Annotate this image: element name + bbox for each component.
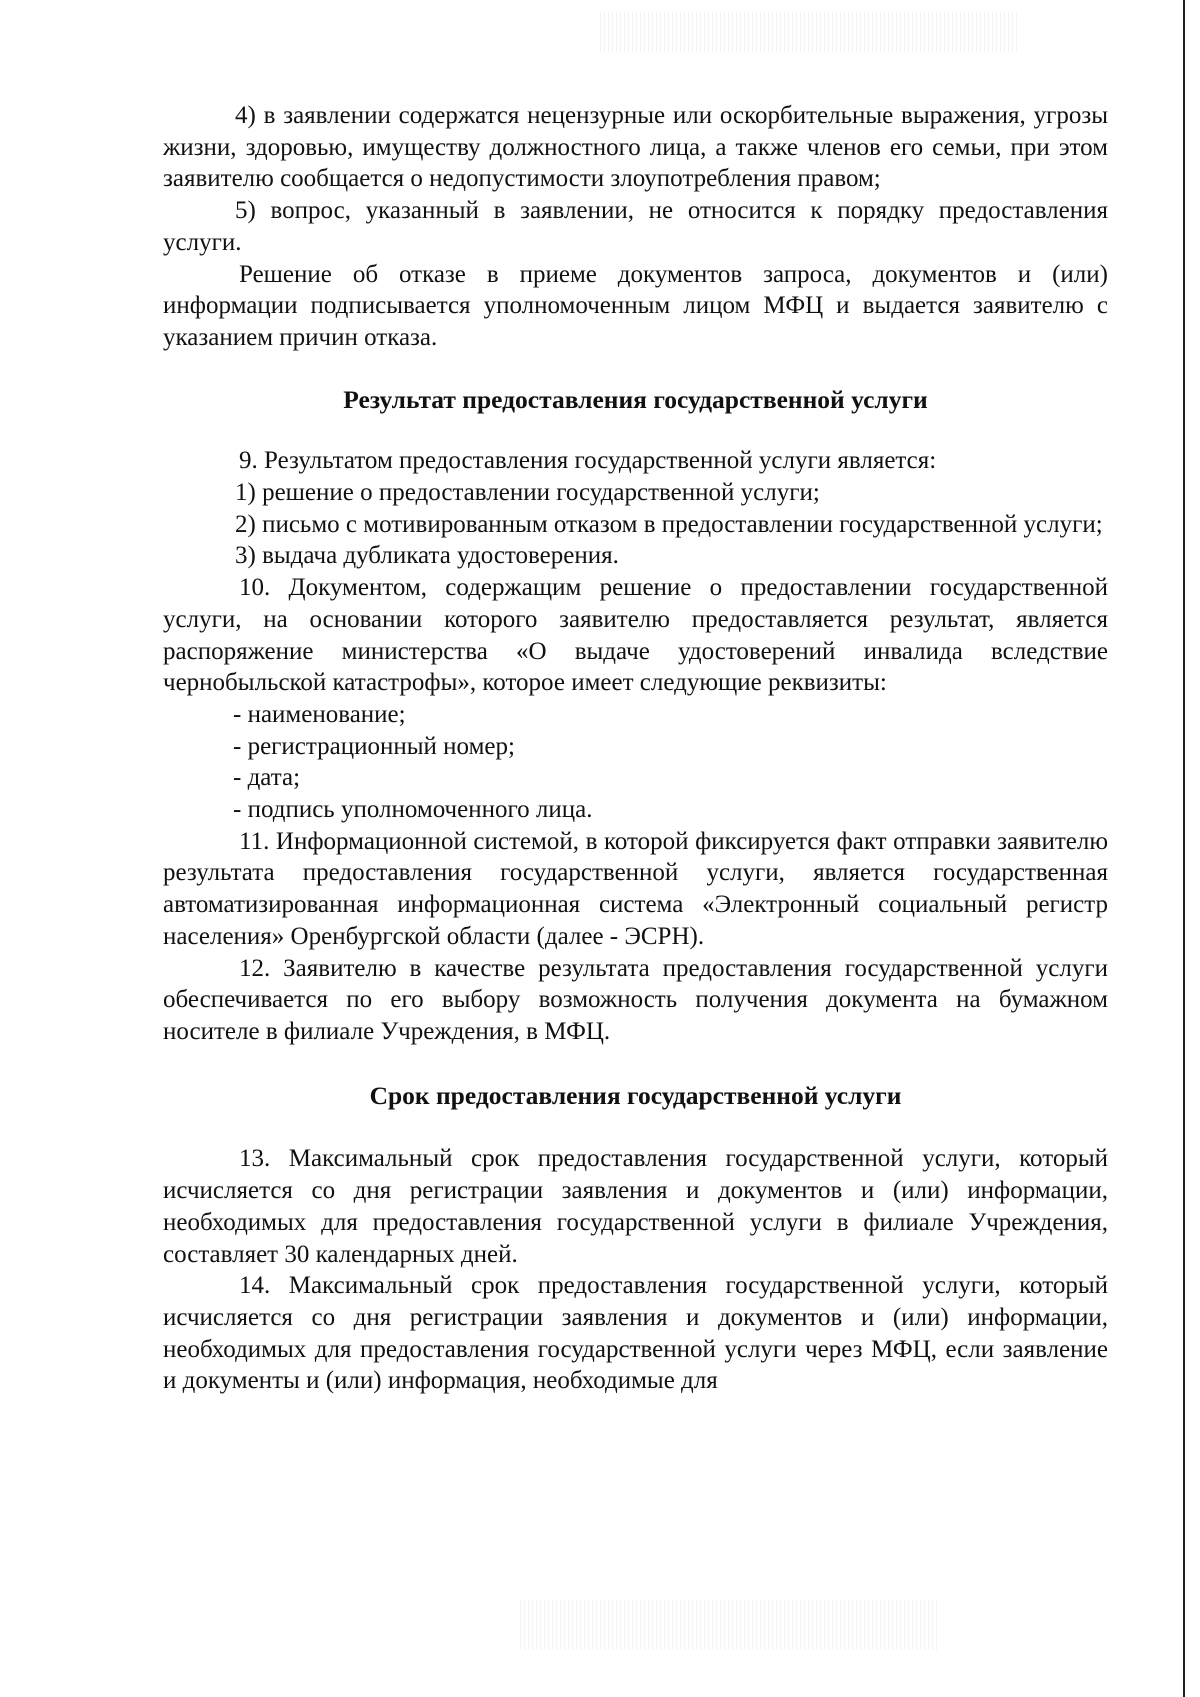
spacer — [163, 354, 1108, 384]
scan-border-right — [1183, 0, 1185, 1697]
result-item-1: 1) решение о предоставлении государственной услуги; — [235, 479, 820, 507]
paragraph-13: 13. Максимальный срок предоставления государственной услуги, который исчисляется со дня регистрации заявления и документов и (или) информации, необходимых для предоставления государственной услуги в филиале Учреждения, составляет 30 календарных дней. — [163, 1145, 1108, 1268]
spacer — [163, 1111, 1108, 1143]
result-item-2: 2) письмо с мотивированным отказом в предоставлении государственной услуги; — [235, 510, 1103, 538]
requisite-reg-number: - регистрационный номер; — [233, 732, 515, 760]
section-heading-result: Результат предоставления государственной услуги — [343, 384, 928, 414]
paragraph-11: 11. Информационной системой, в которой фиксируется факт отправки заявителю результата предоставления государственной услуги, является государственная автоматизированная информационная система «Электронный социальный регистр населения» Оренбургской области (далее - ЭСРН). — [163, 827, 1108, 950]
scan-noise-top — [600, 12, 1020, 52]
requisite-date: - дата; — [233, 764, 301, 792]
spacer — [163, 1048, 1108, 1080]
intro-item-4: 4) в заявлении содержатся нецензурные или оскорбительные выражения, угрозы жизни, здоровью, имуществу должностного лица, а также членов его семьи, при этом заявителю сообщается о недопустимости злоупотребления правом; — [163, 102, 1108, 193]
spacer — [163, 415, 1108, 445]
requisite-name: - наименование; — [233, 700, 406, 728]
paragraph-9: 9. Результатом предоставления государственной услуги является: — [239, 447, 937, 475]
paragraph-14: 14. Максимальный срок предоставления государственной услуги, который исчисляется со дня регистрации заявления и документов и (или) информации, необходимых для предоставления государственной услуги через МФЦ, если заявление и документы и (или) информация, необходимые для — [163, 1272, 1108, 1395]
refusal-paragraph: Решение об отказе в приеме документов запроса, документов и (или) информации подписывается уполномоченным лицом МФЦ и выдается заявителю с указанием причин отказа. — [163, 260, 1108, 351]
result-item-3: 3) выдача дубликата удостоверения. — [235, 542, 619, 570]
paragraph-12: 12. Заявителю в качестве результата предоставления государственной услуги обеспечивается по его выбору возможность получения документа на бумажном носителе в филиале Учреждения, в МФЦ. — [163, 954, 1108, 1045]
paragraph-10: 10. Документом, содержащим решение о предоставлении государственной услуги, на основании которого заявителю предоставляется результат, является распоряжение министерства «О выдаче удостоверений инвалида вследствие чернобыльской катастрофы», которое имеет следующие реквизиты: — [163, 574, 1108, 697]
section-heading-term: Срок предоставления государственной услуги — [369, 1080, 902, 1110]
scan-noise-bottom — [520, 1600, 940, 1650]
intro-item-5: 5) вопрос, указанный в заявлении, не относится к порядку предоставления услуги. — [163, 197, 1108, 256]
document-page — [163, 100, 1108, 1397]
requisite-signature: - подпись уполномоченного лица. — [233, 796, 593, 824]
